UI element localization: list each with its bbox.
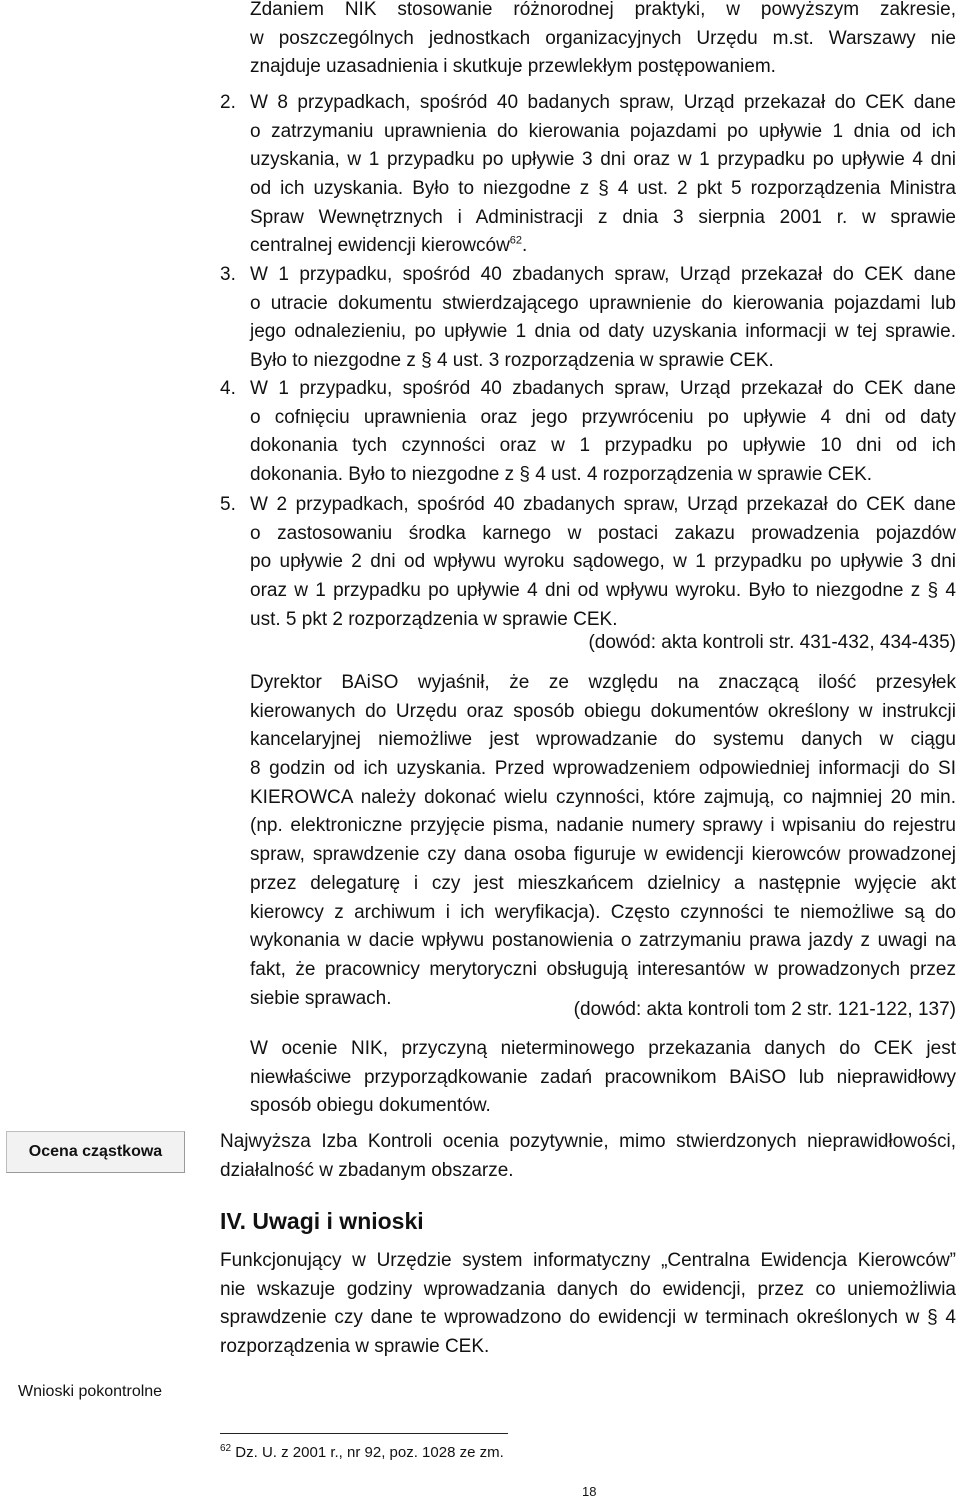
text-line: w poszczególnych jednostkach organizacyjnych Urzędu m.st. Warszawy nie	[250, 27, 956, 49]
text-line: dokonania. Było to niezgodne z § 4 ust. 4 rozporządzenia w sprawie CEK.	[250, 464, 873, 486]
footnote	[220, 1444, 504, 1461]
text-line-with-footnote	[250, 232, 956, 261]
text-line: siebie sprawach.	[250, 987, 392, 1009]
explanation-paragraph	[250, 669, 956, 1013]
text-line: (np. elektroniczne przyjęcie pisma, nadanie numery sprawy i wpisaniu do rejestru	[250, 815, 956, 837]
sidebar-label-ocena: Ocena cząstkowa	[6, 1131, 185, 1173]
text-line: centralnej ewidencji kierowców	[250, 235, 510, 257]
text-line: 8 godzin od ich uzyskania. Przed wprowadzeniem odpowiedniej informacji do SI	[250, 758, 956, 780]
footnote-text: Dz. U. z 2001 r., nr 92, poz. 1028 ze zm.	[235, 1444, 504, 1461]
nik-opinion-paragraph	[250, 1035, 956, 1121]
list-number: 3.	[220, 264, 236, 285]
sidebar-label-wnioski: Wnioski pokontrolne	[18, 1383, 163, 1400]
evidence-reference: (dowód: akta kontroli tom 2 str. 121-122, 137)	[573, 999, 956, 1020]
text-line: ust. 5 pkt 2 rozporządzenia w sprawie CEK.	[250, 608, 618, 630]
text-line: sposób obiegu dokumentów.	[250, 1095, 491, 1117]
list-item	[250, 375, 956, 490]
section-heading: IV. Uwagi i wnioski	[220, 1208, 424, 1234]
footnote-number: 62	[220, 1443, 232, 1454]
evidence-reference: (dowód: akta kontroli str. 431-432, 434-435)	[588, 632, 956, 653]
list-item	[250, 261, 956, 376]
text-line: sprawdzenie czy dane te wprowadzono do ewidencji w terminach określonych w § 4	[220, 1307, 956, 1329]
text-line: W ocenie NIK, przyczyną nieterminowego przekazania danych do CEK jest	[250, 1038, 956, 1059]
text-line: kierowcy z archiwum i ich weryfikacja). Często czynności te niemożliwe są do	[250, 901, 956, 923]
assessment-paragraph	[220, 1128, 956, 1185]
text-line: spraw, sprawdzenie czy dana osoba figuruje w ewidencji kierowców prowadzonej	[250, 844, 956, 866]
text-line: W 1 przypadku, spośród 40 zbadanych spraw, Urząd przekazał do CEK dane	[250, 378, 956, 399]
text-line: Dyrektor BAiSO wyjaśnił, że ze względu na znaczącą ilość przesyłek	[250, 672, 956, 693]
text-line: niewłaściwe przyporządkowanie zadań pracownikom BAiSO lub nieprawidłowy	[250, 1066, 956, 1088]
text-line: jego odnalezieniu, po upływie 1 dnia od daty uzyskania informacji w tej sprawie.	[250, 321, 956, 343]
text-line: o utracie dokumentu stwierdzającego uprawnienie do kierowania pojazdami lub	[250, 292, 956, 314]
remarks-paragraph	[220, 1247, 956, 1362]
text-line: kancelaryjnej niemożliwe jest wprowadzanie do systemu danych w ciągu	[250, 729, 956, 751]
text-line: nie wskazuje godziny wprowadzania danych do ewidencji, przez co uniemożliwia	[220, 1278, 956, 1300]
text-line: W 2 przypadkach, spośród 40 zbadanych spraw, Urząd przekazał do CEK dane	[250, 494, 956, 515]
footnote-reference: 62	[509, 235, 523, 248]
text-line: po upływie 2 dni od wpływu wyroku sądowego, w 1 przypadku po upływie 3 dni	[250, 551, 956, 573]
text-line: rozporządzenia w sprawie CEK.	[220, 1336, 490, 1358]
text-line: znajduje uzasadnienia i skutkuje przewlekłym postępowaniem.	[250, 56, 776, 78]
text-line: W 1 przypadku, spośród 40 zbadanych spraw, Urząd przekazał do CEK dane	[250, 264, 956, 285]
text-line: od ich uzyskania. Było to niezgodne z § 4 ust. 2 pkt 5 rozporządzenia Ministra	[250, 178, 956, 200]
text-line: uzyskania, w 1 przypadku po upływie 3 dni oraz w 1 przypadku po upływie 4 dni	[250, 149, 956, 171]
intro-paragraph	[250, 0, 956, 82]
text-line: działalność w zbadanym obszarze.	[220, 1159, 514, 1181]
text-line: o zatrzymaniu uprawnienia do kierowania pojazdami po upływie 1 dnia od ich	[250, 120, 956, 142]
list-item	[250, 89, 956, 261]
list-item	[250, 491, 956, 634]
text-line: fakt, że pracownicy merytoryczni obsługują interesantów w prowadzonych przez	[250, 958, 956, 980]
text-line: wykonania w dacie wpływu postanowienia o zatrzymaniu prawa jazdy z uwagi na	[250, 930, 956, 952]
list-number: 2.	[220, 92, 236, 113]
text-line: Zdaniem NIK stosowanie różnorodnej praktyki, w powyższym zakresie,	[250, 0, 956, 20]
text-line: Było to niezgodne z § 4 ust. 3 rozporządzenia w sprawie CEK.	[250, 350, 774, 372]
text-line: W 8 przypadkach, spośród 40 badanych spraw, Urząd przekazał do CEK dane	[250, 92, 956, 113]
list-number: 5.	[220, 494, 236, 515]
list-number: 4.	[220, 378, 236, 399]
text-line: kierowanych do Urzędu oraz sposób obiegu dokumentów określony w instrukcji	[250, 700, 956, 722]
text-line: o zastosowaniu środka karnego w postaci zakazu prowadzenia pojazdów	[250, 522, 956, 544]
sentence-end: .	[522, 235, 528, 257]
text-line: przez delegaturę i czy jest mieszkańcem dzielnicy a następnie wyjęcie akt	[250, 872, 956, 894]
text-line: o cofnięciu uprawnienia oraz jego przywróceniu po upływie 4 dni od daty	[250, 406, 956, 428]
text-line: Funkcjonujący w Urzędzie system informatyczny „Centralna Ewidencja Kierowców”	[220, 1250, 956, 1271]
text-line: KIEROWCA należy dokonać wielu czynności, które zajmują, co najmniej 20 min.	[250, 786, 956, 808]
text-line: Spraw Wewnętrznych i Administracji z dnia 3 sierpnia 2001 r. w sprawie	[250, 206, 956, 228]
footnote-divider	[220, 1433, 508, 1434]
text-line: Najwyższa Izba Kontroli ocenia pozytywnie, mimo stwierdzonych nieprawidłowości,	[220, 1131, 956, 1152]
text-line: dokonania tych czynności oraz w 1 przypadku po upływie 10 dni od ich	[250, 435, 956, 457]
text-line: oraz w 1 przypadku po upływie 4 dni od wpływu wyroku. Było to niezgodne z § 4	[250, 580, 956, 602]
page-number: 18	[582, 1484, 597, 1499]
